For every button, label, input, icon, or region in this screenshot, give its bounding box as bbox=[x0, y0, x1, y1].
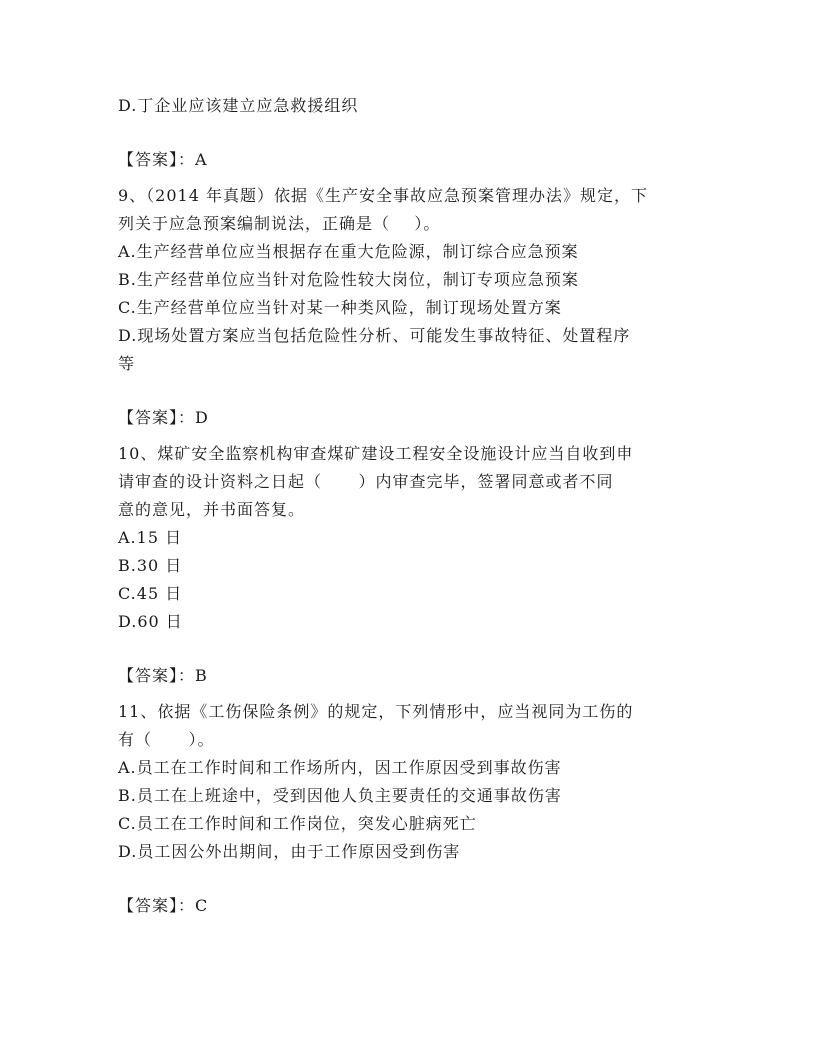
option-d: D.现场处置方案应当包括危险性分析、可能发生事故特征、处置程序 bbox=[118, 326, 631, 345]
question-9 bbox=[118, 182, 698, 432]
prev-option-d: D.丁企业应该建立应急救援组织 bbox=[118, 96, 359, 115]
answer-value: D bbox=[195, 408, 209, 427]
option-b: B.生产经营单位应当针对危险性较大岗位，制订专项应急预案 bbox=[118, 270, 579, 289]
option-d: D.员工因公外出期间，由于工作原因受到伤害 bbox=[118, 842, 461, 861]
answer-value: B bbox=[195, 666, 208, 685]
question-stem-line: 9、（2014 年真题）依据《生产安全事故应急预案管理办法》规定，下 bbox=[118, 186, 648, 205]
question-11 bbox=[118, 698, 698, 920]
option-a: A.员工在工作时间和工作场所内，因工作原因受到事故伤害 bbox=[118, 758, 562, 777]
question-stem-line: 列关于应急预案编制说法，正确是（ ）。 bbox=[118, 214, 441, 233]
question-stem-line: 请审查的设计资料之日起（ ）内审查完毕，签署同意或者不同 bbox=[118, 472, 614, 491]
answer-label: 【答案】： bbox=[118, 150, 196, 169]
answer bbox=[118, 892, 698, 920]
option-c: C.员工在工作时间和工作岗位，突发心脏病死亡 bbox=[118, 814, 477, 833]
answer-label: 【答案】： bbox=[118, 896, 196, 915]
answer bbox=[118, 404, 698, 432]
prev-answer bbox=[118, 146, 698, 174]
answer bbox=[118, 662, 698, 690]
question-10 bbox=[118, 440, 698, 690]
document-page bbox=[118, 92, 698, 920]
option-b: B.30 日 bbox=[118, 556, 183, 575]
answer-value: C bbox=[195, 896, 209, 915]
option-b: B.员工在上班途中，受到因他人负主要责任的交通事故伤害 bbox=[118, 786, 562, 805]
option-a: A.15 日 bbox=[118, 528, 183, 547]
question-stem-line: 有（ ）。 bbox=[118, 730, 215, 749]
option-d-continued: 等 bbox=[118, 354, 136, 373]
question-stem-line: 11、依据《工伤保险条例》的规定，下列情形中，应当视同为工伤的 bbox=[118, 702, 634, 721]
question-stem-line: 意的意见，并书面答复。 bbox=[118, 500, 306, 519]
answer-label: 【答案】： bbox=[118, 408, 196, 427]
option-d: D.60 日 bbox=[118, 612, 183, 631]
option-c: C.生产经营单位应当针对某一种类风险，制订现场处置方案 bbox=[118, 298, 562, 317]
answer-label: 【答案】： bbox=[118, 666, 196, 685]
option-a: A.生产经营单位应当根据存在重大危险源，制订综合应急预案 bbox=[118, 242, 579, 261]
question-stem-line: 10、煤矿安全监察机构审查煤矿建设工程安全设施设计应当自收到申 bbox=[118, 444, 634, 463]
option-c: C.45 日 bbox=[118, 584, 183, 603]
answer-value: A bbox=[195, 150, 208, 169]
